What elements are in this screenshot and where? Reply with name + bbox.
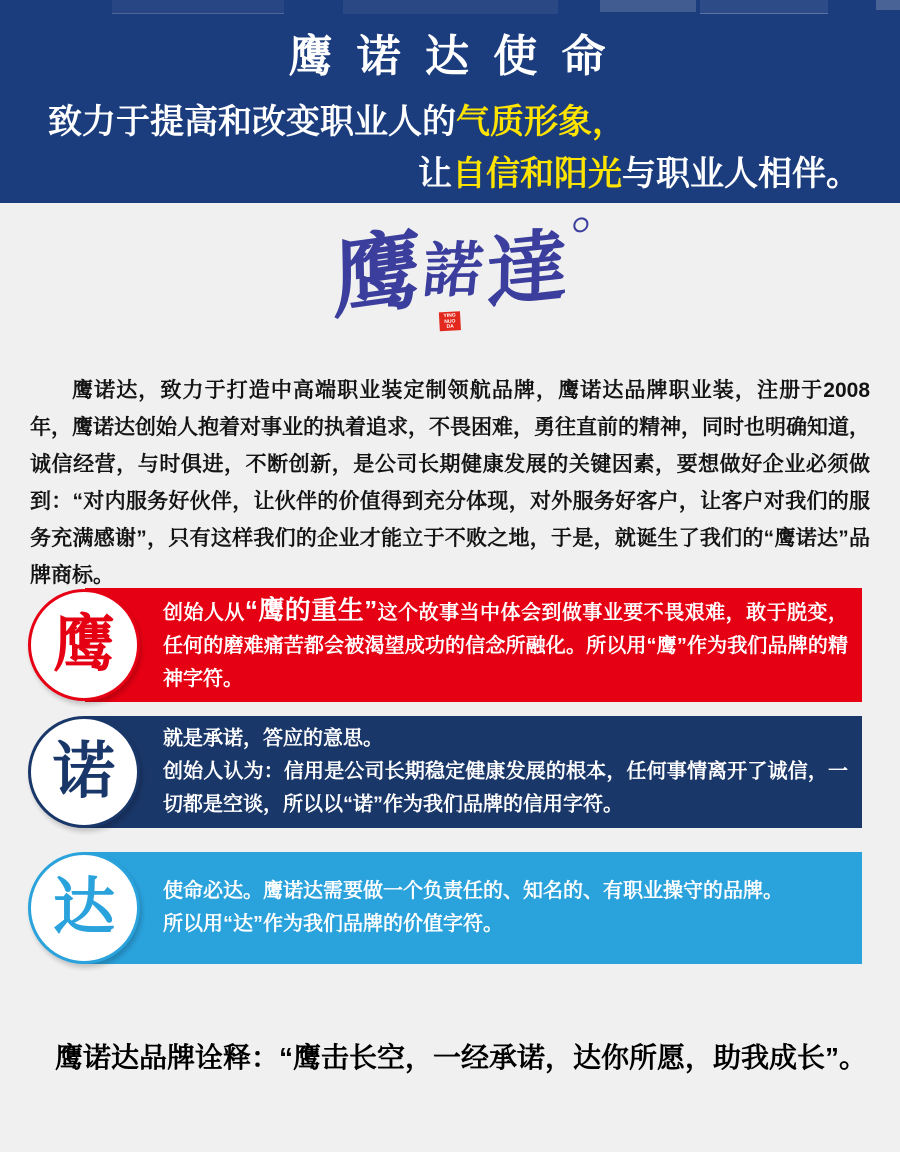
brand-logo-calligraphy <box>329 216 570 332</box>
credit-banner <box>52 716 862 828</box>
text-segment: 所以用“达”作为我们品牌的 <box>163 913 403 935</box>
brand-interpretation-tagline: 鹰诺达品牌诠释：“鹰击长空，一经承诺，达你所愿，助我成长”。 <box>55 1042 868 1073</box>
value-banner-text <box>163 875 848 941</box>
text-segment: 。 <box>483 913 503 935</box>
photo-remnant <box>600 0 696 12</box>
text-segment: 这个故事当中体会到做事业要不畏艰难，敢于脱变，任何的磨难痛苦都会被渴望成功的信念所融化。所以用“鹰”作为我们品牌的 <box>163 602 848 657</box>
mission-line-2 <box>418 146 860 195</box>
photo-remnant <box>876 0 900 10</box>
logo-char-nuo: 諾 <box>419 235 487 307</box>
brand-seal <box>439 311 461 331</box>
photo-remnant <box>112 0 284 14</box>
header-banner <box>0 0 900 203</box>
photo-remnant <box>700 0 828 14</box>
text-segment-emphasis: “鹰的重生” <box>244 595 378 625</box>
text-segment: 。 <box>603 793 623 816</box>
value-banner <box>52 852 862 964</box>
spirit-banner-text <box>163 594 848 696</box>
photo-remnant <box>343 0 558 14</box>
text-segment: 创始人认为：信用是公司长期稳定健康发展的根本，任何事情离开了诚信，一切都是空谈，所以以“诺”作为我们品牌的 <box>163 760 848 816</box>
registered-trademark-icon <box>573 217 589 233</box>
mission-line-1 <box>48 94 626 143</box>
text-segment: 就是承诺，答应的意思。 <box>163 727 383 750</box>
seal-line: DA <box>446 323 454 331</box>
spirit-character: 鹰 <box>52 610 115 679</box>
credit-circle-badge <box>28 716 140 828</box>
text-segment-bold: 价值字符 <box>403 913 483 935</box>
text-segment-bold: 精神字符 <box>163 635 848 690</box>
mission-line-1-white: 致力于提高和改变职业人的 <box>48 103 456 141</box>
logo-char-ying: 鹰 <box>331 216 422 332</box>
mission-line-2-white-post: 与职业人相伴。 <box>622 155 860 193</box>
text-segment-bold: 信用字符 <box>523 793 603 816</box>
mission-line-2-white-pre: 让 <box>418 155 452 193</box>
spirit-banner <box>52 588 862 702</box>
credit-character: 诺 <box>52 737 115 806</box>
seal-line: NUO <box>444 318 456 325</box>
credit-banner-text <box>163 723 848 822</box>
seal-line: YING <box>443 312 456 320</box>
mission-line-2-highlight: 自信和阳光 <box>452 155 622 193</box>
spirit-circle-badge <box>28 589 140 701</box>
value-circle-badge <box>28 852 140 964</box>
brand-intro-paragraph: 鹰诺达，致力于打造中高端职业装定制领航品牌，鹰诺达品牌职业装，注册于2008年，鹰诺达创始人抱着对事业的执着追求，不畏困难，勇往直前的精神，同时也明确知道，诚信经营，与时俱进，不断创新，是公司长期健康发展的关键因素，要想做好企业必须做到：“对内服务好伙伴，让伙伴的价值得到充分体现，对外服务好客户，让客户对我们的服务充满感谢”，只有这样我们的企业才能立于不败之地，于是，就诞生了我们的“鹰诺达”品牌商标。 <box>30 379 870 587</box>
text-segment: 。 <box>223 668 243 690</box>
text-segment: 使命必达。鹰诺达需要做一个负责任的、知名的、有职业操守的品牌。 <box>163 880 783 902</box>
logo-char-da: 達 <box>486 218 569 320</box>
page-title: 鹰 诺 达 使 命 <box>288 32 612 81</box>
text-segment: 创始人从 <box>163 602 245 624</box>
brand-logo <box>0 216 900 332</box>
mission-line-1-highlight: 气质形象， <box>456 103 626 141</box>
value-character: 达 <box>52 873 115 942</box>
